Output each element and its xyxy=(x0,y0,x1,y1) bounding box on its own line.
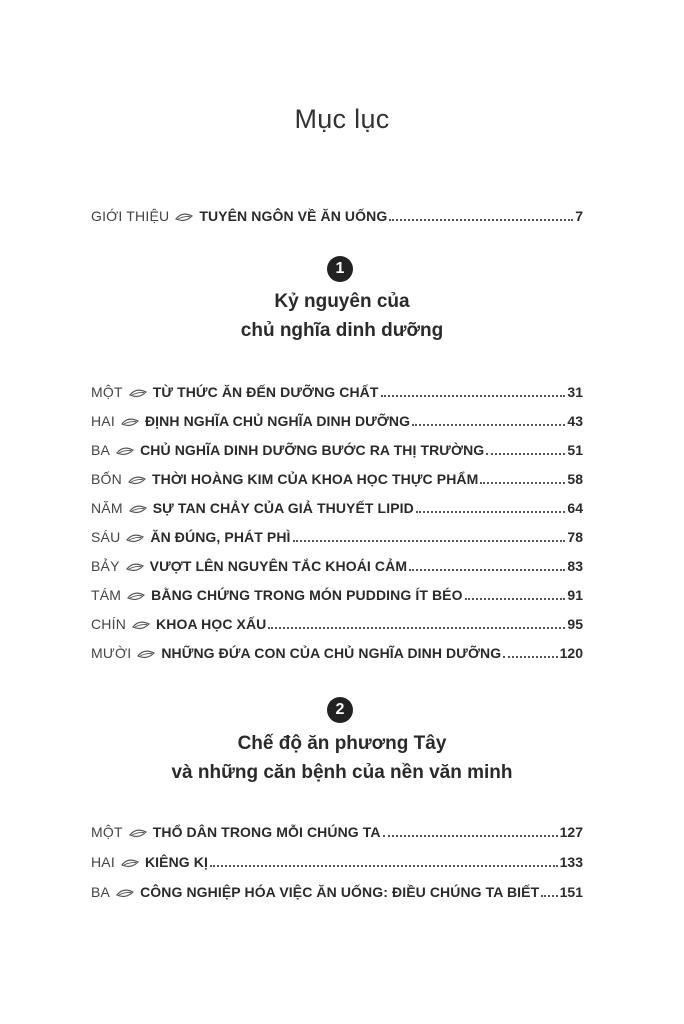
dot-leader xyxy=(268,626,565,629)
leaf-icon xyxy=(128,475,146,485)
entry-page: 151 xyxy=(559,884,583,900)
toc-entry[interactable] xyxy=(91,583,583,603)
entry-number: SÁU xyxy=(91,529,121,545)
entry-number: BẢY xyxy=(91,558,120,574)
entry-page: 91 xyxy=(567,587,583,603)
entry-page: 64 xyxy=(567,500,583,516)
leaf-icon xyxy=(137,649,155,659)
toc-entry[interactable] xyxy=(91,409,583,429)
leaf-icon xyxy=(127,591,145,601)
entry-title: ĐỊNH NGHĨA CHỦ NGHĨA DINH DƯỠNG xyxy=(144,413,411,429)
part-title xyxy=(0,729,684,787)
leaf-icon xyxy=(116,888,134,898)
toc-entry[interactable] xyxy=(91,525,583,545)
entry-number: CHÍN xyxy=(91,616,127,632)
toc-entry[interactable] xyxy=(91,612,583,632)
entry-title: THỔ DÂN TRONG MỖI CHÚNG TA xyxy=(152,824,381,840)
entry-number: BỐN xyxy=(91,471,122,487)
entry-page: 43 xyxy=(567,413,583,429)
entry-title: THỜI HOÀNG KIM CỦA KHOA HỌC THỰC PHẨM xyxy=(151,471,479,487)
toc-entry[interactable] xyxy=(91,438,583,458)
dot-leader xyxy=(381,394,566,397)
entry-title: ĂN ĐÚNG, PHÁT PHÌ xyxy=(150,529,291,545)
leaf-icon xyxy=(129,828,147,838)
entry-title: TỪ THỨC ĂN ĐẾN DƯỠNG CHẤT xyxy=(152,384,379,400)
entry-number: BA xyxy=(91,442,111,458)
leaf-icon xyxy=(129,504,147,514)
entry-page: 127 xyxy=(559,824,583,840)
entry-title: NHỮNG ĐỨA CON CỦA CHỦ NGHĨA DINH DƯỠNG xyxy=(161,645,502,661)
toc-entry-intro[interactable] xyxy=(91,204,583,224)
dot-leader xyxy=(465,597,566,600)
toc-entry[interactable] xyxy=(91,554,583,574)
part-title-line: Chế độ ăn phương Tây xyxy=(237,733,447,754)
toc-entry[interactable] xyxy=(91,850,583,870)
part-title-line: chủ nghĩa dinh dưỡng xyxy=(240,320,444,341)
entry-number: GIỚI THIỆU xyxy=(91,208,170,224)
entry-number: TÁM xyxy=(91,587,122,603)
entry-title: VƯỢT LÊN NGUYÊN TẮC KHOÁI CẢM xyxy=(149,558,408,574)
part-number-badge: 2 xyxy=(327,697,353,723)
entry-page: 7 xyxy=(575,208,583,224)
entry-page: 78 xyxy=(567,529,583,545)
part-title xyxy=(0,287,684,345)
entry-page: 51 xyxy=(567,442,583,458)
toc-entry[interactable] xyxy=(91,880,583,900)
page-title: Mục lục xyxy=(294,104,390,134)
entry-page: 95 xyxy=(567,616,583,632)
dot-leader xyxy=(480,481,565,484)
entry-number: MỘT xyxy=(91,384,123,400)
toc-entry[interactable] xyxy=(91,820,583,840)
part-number-badge: 1 xyxy=(327,256,353,282)
dot-leader xyxy=(486,452,565,455)
entry-number: HAI xyxy=(91,854,115,870)
entry-page: 133 xyxy=(559,854,583,870)
entry-page: 58 xyxy=(567,471,583,487)
entry-number: MƯỜI xyxy=(91,645,132,661)
entry-title: KHOA HỌC XẤU xyxy=(156,616,267,632)
leaf-icon xyxy=(121,417,139,427)
entry-title: SỰ TAN CHẢY CỦA GIẢ THUYẾT LIPID xyxy=(152,500,414,516)
entry-title: BẰNG CHỨNG TRONG MÓN PUDDING ÍT BÉO xyxy=(151,587,463,603)
part-title-line: Kỷ nguyên của xyxy=(274,291,410,312)
leaf-icon xyxy=(116,446,134,456)
dot-leader xyxy=(412,423,565,426)
entry-page: 120 xyxy=(559,645,583,661)
dot-leader xyxy=(416,510,566,513)
dot-leader xyxy=(293,539,566,542)
toc-entry[interactable] xyxy=(91,467,583,487)
toc-entry[interactable] xyxy=(91,641,583,661)
toc-entry[interactable] xyxy=(91,496,583,516)
dot-leader xyxy=(389,218,573,221)
entry-page: 31 xyxy=(567,384,583,400)
dot-leader xyxy=(503,655,557,658)
leaf-icon xyxy=(126,562,144,572)
entry-title: TUYÊN NGÔN VỀ ĂN UỐNG xyxy=(199,208,388,224)
toc-entry[interactable] xyxy=(91,380,583,400)
dot-leader xyxy=(210,864,558,867)
entry-title: CHỦ NGHĨA DINH DƯỠNG BƯỚC RA THỊ TRƯỜNG xyxy=(140,442,485,458)
leaf-icon xyxy=(126,533,144,543)
dot-leader xyxy=(541,894,557,897)
leaf-icon xyxy=(121,858,139,868)
leaf-icon xyxy=(175,212,193,222)
entry-page: 83 xyxy=(567,558,583,574)
entry-title: KIÊNG KỊ xyxy=(144,854,208,870)
entry-number: BA xyxy=(91,884,111,900)
part-title-line: và những căn bệnh của nền văn minh xyxy=(171,762,513,783)
dot-leader xyxy=(383,834,558,837)
dot-leader xyxy=(409,568,565,571)
leaf-icon xyxy=(132,620,150,630)
entry-number: MỘT xyxy=(91,824,123,840)
entry-number: NĂM xyxy=(91,500,123,516)
entry-title: CÔNG NGHIỆP HÓA VIỆC ĂN UỐNG: ĐIỀU CHÚNG TA BIẾT xyxy=(140,884,540,900)
entry-number: HAI xyxy=(91,413,115,429)
leaf-icon xyxy=(129,388,147,398)
